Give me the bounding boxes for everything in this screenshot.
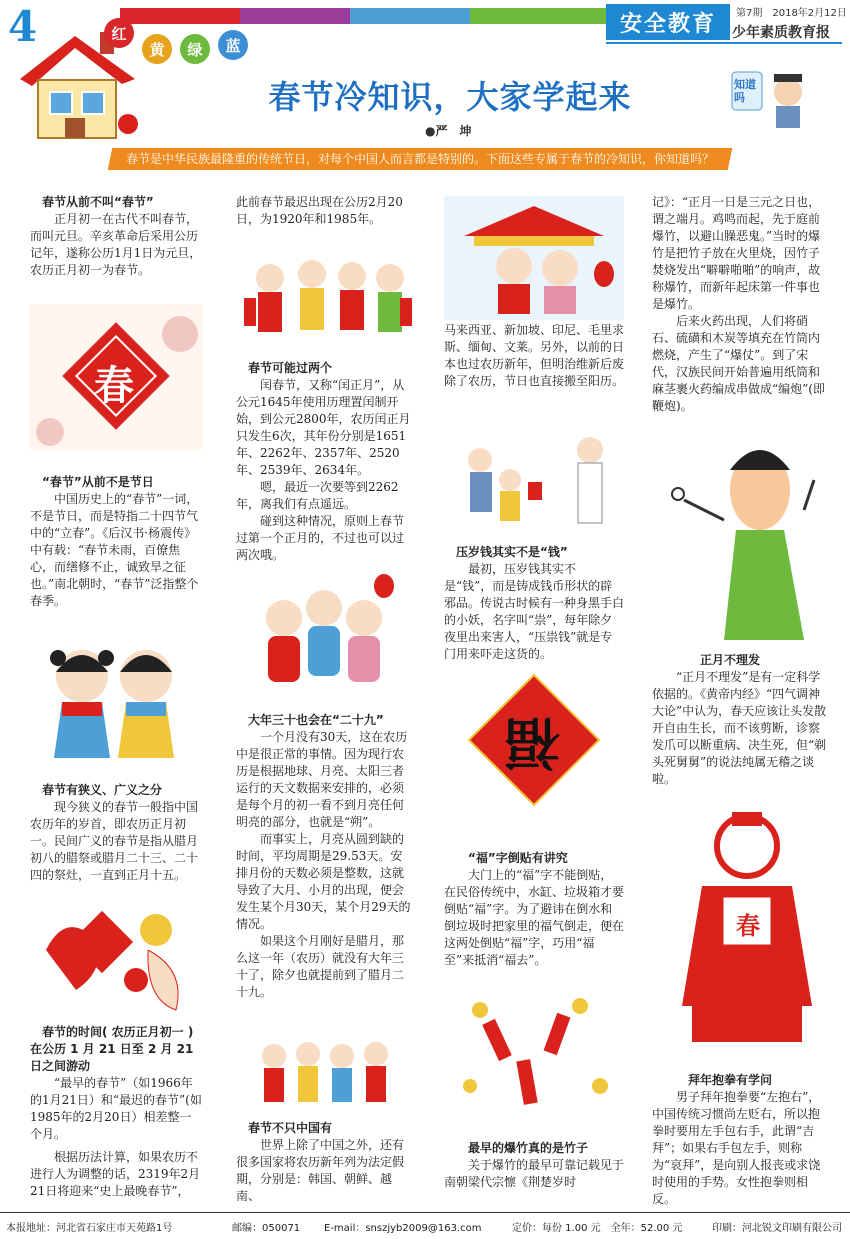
- paragraph: 根据历法计算，如果农历不进行人为调整的话，2319年2月21日将迎来“史上最晚春节”，: [30, 1150, 201, 1198]
- paragraph: 闰春节，又称“闰正月”，从公元1645年使用历理置闰制开始，到公元2800年，农历闰正月只发生6次，其年份分别是1651年、2262年、2357年、2520年、2539年、2634年。: [236, 378, 411, 477]
- intro-banner: [108, 148, 733, 170]
- paragraph: 而事实上，月亮从圆到缺的时间，平均周期是29.53天。安排月份的天数必须是整数，这就导致了大月、小月的出现，便会发生某个月30天，某个月29天的情况。: [236, 832, 411, 931]
- issue-date: 第7期 2018年2月12日: [736, 8, 847, 19]
- paragraph: 关于爆竹的最早可靠记载见于南朝梁代宗懔《荆楚岁时: [444, 1158, 625, 1189]
- column-1c: [30, 782, 202, 884]
- paragraph: 此前春节最迟出现在公历2月20日，为1920年和1985年。: [236, 195, 403, 226]
- paragraph: 嗯，最近一次要等到2262年，离我们有点遥远。: [236, 480, 399, 511]
- firecracker-illustration: [450, 990, 620, 1116]
- heading-no-haircut: 正月不理发: [700, 653, 761, 667]
- column-2b: [236, 360, 414, 564]
- footer-address: 本报地址：河北省石家庄市天苑路1号: [6, 1223, 173, 1234]
- heading-fu-upside-down: “福”字倒贴有讲究: [468, 851, 568, 865]
- barber-illustration: [664, 420, 824, 640]
- column-2: [236, 194, 414, 228]
- word-blue: 蓝: [218, 30, 248, 60]
- papercut-char: 春: [736, 911, 760, 940]
- column-1d: [30, 1024, 202, 1200]
- author: ●严 坤: [425, 124, 472, 138]
- page-number: 4: [8, 2, 38, 51]
- article-title: 春节冷知识，大家学起来: [268, 78, 632, 116]
- paragraph: 现今狭义的春节一般指中国农历年的岁首，即农历正月初一。民间广义的春节是指从腊月初八的腊祭或腊月二十三、二十四的祭灶，一直到正月十五。: [30, 800, 199, 882]
- paragraph: “正月不理发”是有一定科学依据的。《黄帝内经》“四气调神大论”中认为，春天应该让头发散开自由生长，而不该剪断，诊察发爪可以断重病、决生死，但“剃头死舅舅”的说法纯属无稽之谈啦。: [652, 670, 827, 786]
- paragraph: 正月初一在古代不叫春节，而叫元旦。辛亥革命后采用公历记年，遂称公历1月1日为元旦，农历正月初一为春节。: [30, 212, 202, 277]
- children-celebration-illustration: [240, 248, 414, 346]
- heading-narrow-broad: 春节有狭义、广义之分: [42, 783, 163, 797]
- kids-temple-illustration: [444, 196, 624, 320]
- word-yellow: 黄: [142, 34, 172, 64]
- paragraph: 中国历史上的“春节”一词，不是节日，而是特指二十四节气中的“立春”。《后汉书·杨震传》中有载：“春节未雨，百僚焦心，而缮修不止，诚致旱之征也。”南北朝时，“春节”泛指整个春季。: [30, 492, 199, 608]
- footer-email: E-mail：snszjyb2009@163.com: [324, 1223, 482, 1234]
- children-lantern-illustration: [244, 568, 404, 700]
- dancing-children-illustration: [244, 1034, 404, 1114]
- word-green: 绿: [180, 34, 210, 64]
- children-greeting-illustration: [40, 638, 190, 768]
- heading-not-called-spring-festival: 春节从前不叫“春节”: [42, 195, 154, 209]
- heading-bamboo: 最早的爆竹真的是竹子: [468, 1141, 589, 1155]
- paragraph: 马来西亚、新加坡、印尼、毛里求斯、缅甸、文莱。另外，以前的日本也过农历新年，但明治维新后废除了农历，节日也直接搬至阳历。: [444, 323, 625, 388]
- column-tag: 安全教育: [606, 4, 730, 40]
- column-4: [652, 194, 828, 415]
- column-2d: [236, 1120, 414, 1205]
- fu-char: 福: [504, 709, 560, 775]
- paragraph: “最早的春节”（如1966年的1月21日）和“最迟的春节”(如1985年的2月20日）相差整一个月。: [30, 1076, 202, 1141]
- column-4c: [652, 1072, 828, 1208]
- paragraph: 一个月没有30天，这在农历中是很正常的事情。因为现行农历是根据地球、月亮、太阳三者运行的天文数据来安排的，必须是每个月的初一看不到月亮任何明亮的部分，也就是“朔”。: [236, 730, 408, 829]
- heading-two-festivals: 春节可能过两个: [248, 361, 333, 375]
- chun-papercut-image: [30, 304, 202, 450]
- column-3: [444, 322, 624, 390]
- column-3b: [444, 544, 624, 663]
- column-3d: [444, 1140, 624, 1191]
- chun-char: 春: [94, 362, 134, 409]
- red-envelope-illustration: [450, 420, 620, 540]
- header-rule: [606, 42, 842, 44]
- badge-label: 知道吗: [734, 78, 756, 104]
- footer-postcode: 邮编：050071: [232, 1223, 301, 1234]
- fortune-bag-illustration: [36, 890, 196, 1020]
- column-3c: [444, 850, 624, 969]
- footer: [0, 1212, 850, 1239]
- papercut-child-image: [672, 806, 822, 1046]
- column-2c: [236, 712, 414, 1001]
- heading-29th: 大年三十也会在“二十九”: [248, 713, 384, 727]
- heading-not-a-festival: “春节”从前不是节日: [42, 475, 154, 489]
- column-1b: [30, 474, 202, 610]
- fu-character-image: [454, 666, 614, 816]
- footer-printer: 印刷：河北锐文印刷有限公司: [712, 1223, 842, 1234]
- paragraph: 大门上的“福”字不能倒贴，在民俗传统中，水缸、垃圾箱才要倒贴“福”字。为了避讳在倒水和倒垃圾时把家里的福气倒走，便在这两处倒贴“福”字，巧用“福至”来抵消“福去”。: [444, 868, 625, 967]
- footer-price: 定价：每份 1.00 元 全年：52.00 元: [512, 1223, 683, 1234]
- paragraph: 最初，压岁钱其实不是“钱”，而是铸成钱币形状的辟邪品。传说古时候有一种身黑手白的小妖，名字叫“祟”，每年除夕夜里出来害人，“压祟钱”就是专门用来吓走这货的。: [444, 562, 625, 661]
- column-1: [30, 194, 202, 279]
- paragraph: 如果这个月刚好是腊月，那么这一年（农历）就没有大年三十了，除夕也就提前到了腊月二十九。: [236, 934, 405, 999]
- paragraph: 男子拜年抱拳要“左抱右”，中国传统习惯尚左贬右，所以抱拳时要用左手包右手，此谓“吉拜”；如果右手包左手，则称为“哀拜”，是向别人报丧或求饶时使用的手势。女性抱拳则相反。: [652, 1090, 821, 1206]
- paragraph: 记》：“正月一日是三元之日也，谓之端月。鸡鸣而起，先于庭前爆竹，以避山臊恶鬼。”当时的爆竹是把竹子放在火里烧，因竹子焚烧发出“噼噼啪啪”的响声，故称爆竹，而新年起床第一件事也是爆竹。: [652, 195, 821, 311]
- heading-lucky-money: 压岁钱其实不是“钱”: [456, 545, 568, 559]
- paragraph: 碰到这种情况，原则上春节过第一个正月的，不过也可以过两次哦。: [236, 514, 405, 562]
- intro-text: 春节是中华民族最隆重的传统节日，对每个中国人而言都是特别的。下面这些专属于春节的冷知识，你知道吗？: [125, 152, 714, 166]
- heading-not-only-china: 春节不只中国有: [248, 1121, 333, 1135]
- word-red: 红: [104, 18, 134, 48]
- heading-fist-greeting: 拜年抱拳有学问: [688, 1073, 773, 1087]
- heading-date-range: 春节的时间( 农历正月初一 )在公历 1 月 21 日至 2 月 21 日之间游动: [30, 1025, 194, 1073]
- column-4b: [652, 652, 828, 788]
- know-badge: [730, 62, 810, 132]
- paper-name: 少年素质教育报: [732, 25, 830, 41]
- paragraph: 后来火药出现，人们将硝石、硫磺和木炭等填充在竹筒内燃烧，产生了“爆仗”。到了宋代，汉族民间开始普遍用纸筒和麻茎裹火药编成串做成“编炮”(即鞭炮)。: [652, 314, 825, 413]
- paragraph: 世界上除了中国之外，还有很多国家将农历新年列为法定假期，分别是：韩国、朝鲜、越南、: [236, 1138, 405, 1203]
